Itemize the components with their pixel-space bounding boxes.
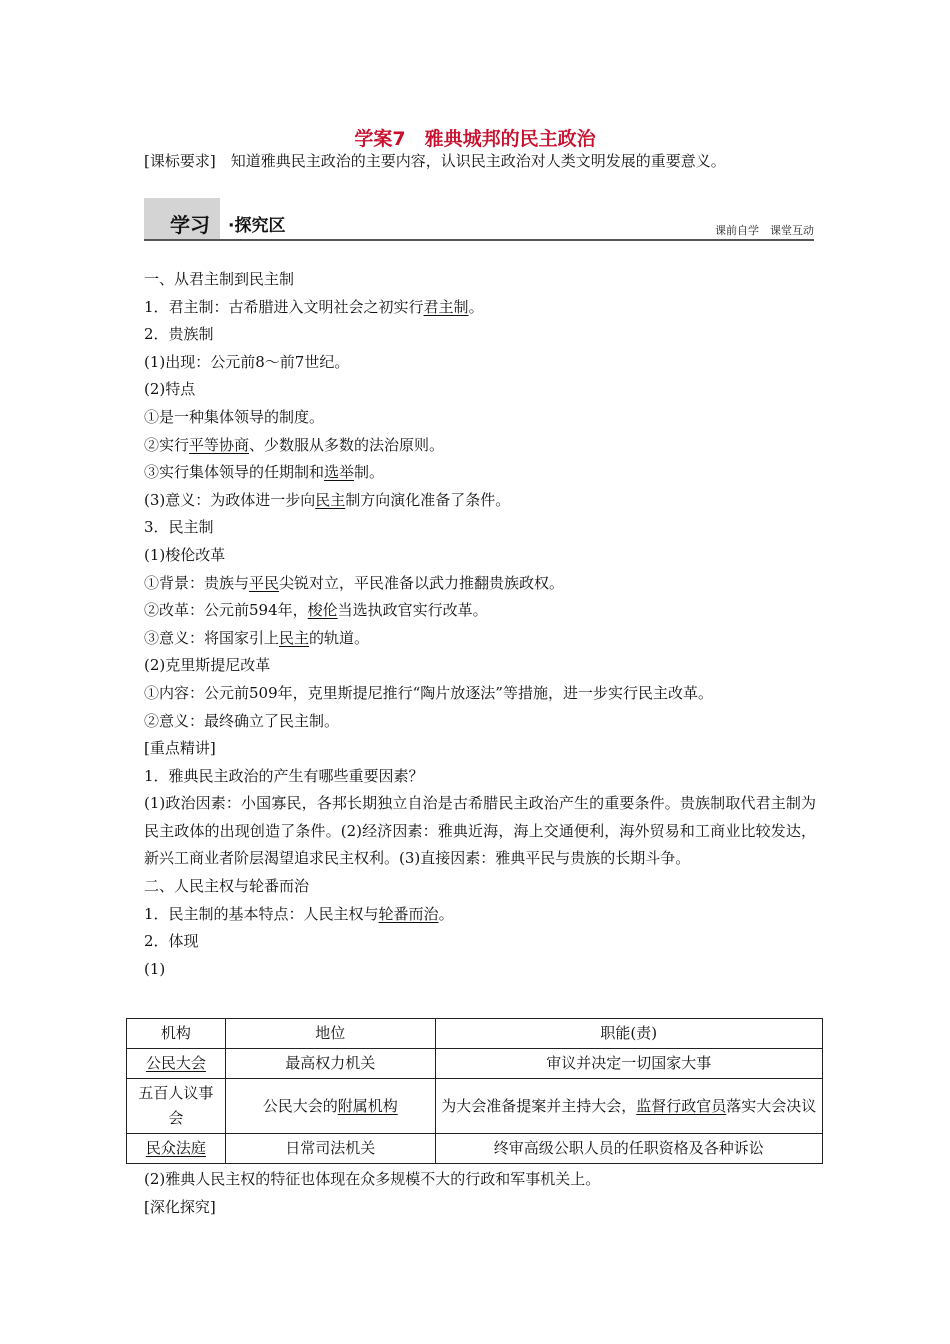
- table-cell: 日常司法机关: [225, 1134, 435, 1164]
- text-line: (2)特点: [144, 380, 196, 399]
- fill-blank-answer: 轮番而治: [378, 904, 439, 923]
- table-cell: 审议并决定一切国家大事: [435, 1049, 822, 1079]
- table-row: [127, 1079, 823, 1134]
- text-line: [深化探究]: [144, 1197, 216, 1216]
- main-content: [144, 266, 816, 983]
- fill-blank-answer: 选举: [324, 463, 355, 482]
- table-cell: 终审高级公职人员的任职资格及各种诉讼: [435, 1134, 822, 1164]
- text-line: 1．君主制：古希腊进入文明社会之初实行君主制。: [144, 297, 484, 316]
- text-line: ②改革：公元前594年，梭伦当选执政官实行改革。: [144, 601, 488, 620]
- fill-blank-answer: 君主制: [423, 297, 469, 316]
- table-cell: 五百人议事会: [127, 1079, 226, 1134]
- text-line: 1．民主制的基本特点：人民主权与轮番而治。: [144, 904, 454, 923]
- fill-blank-answer: 民主: [279, 628, 310, 647]
- table-cell: 为大会准备提案并主持大会，监督行政官员落实大会决议: [435, 1079, 822, 1134]
- text-line: ①背景：贵族与平民尖锐对立，平民准备以武力推翻贵族政权。: [144, 573, 565, 592]
- banner-rule: [144, 239, 814, 241]
- banner-right-label: 课前自学 课堂互动: [715, 224, 814, 237]
- text-line: ②实行平等协商、少数服从多数的法治原则。: [144, 435, 445, 454]
- table-header: 机构: [127, 1019, 226, 1049]
- text-line: ③实行集体领导的任期制和选举制。: [144, 463, 385, 482]
- post-table-content: [144, 1166, 600, 1221]
- table-cell: 最高权力机关: [225, 1049, 435, 1079]
- section-heading: 一、从君主制到民主制: [144, 270, 295, 288]
- fill-blank-answer: 平等协商: [189, 435, 250, 454]
- fill-blank-answer: 平民: [249, 573, 280, 592]
- text-line: (1)出现：公元前8～前7世纪。: [144, 352, 350, 371]
- text-line: 2．体现: [144, 932, 199, 951]
- text-line: ③意义：将国家引上民主的轨道。: [144, 628, 370, 647]
- institutions-table: [126, 1018, 823, 1164]
- text-line: ②意义：最终确立了民主制。: [144, 711, 340, 730]
- table-row: [127, 1134, 823, 1164]
- text-line: ①是一种集体领导的制度。: [144, 407, 325, 426]
- section-banner: [144, 198, 814, 242]
- table-header: 职能(责): [435, 1019, 822, 1049]
- text-paragraph: (1)政治因素：小国寡民，各邦长期独立自治是古希腊民主政治产生的重要条件。贵族制取代君主制为民主政体的出现创造了条件。(2)经济因素：雅典近海，海上交通便利，海外贸易和工商业比较发达，新兴工商业者阶层渴望追求民主权利。(3)直接因素：雅典平民与贵族的长期斗争。: [144, 794, 816, 868]
- section-heading: 二、人民主权与轮番而治: [144, 877, 310, 896]
- text-line: 3．民主制: [144, 518, 214, 537]
- text-line: (3)意义：为政体进一步向民主制方向演化准备了条件。: [144, 490, 511, 509]
- text-line: (2)克里斯提尼改革: [144, 656, 271, 675]
- text-line: (2)雅典人民主权的特征也体现在众多规模不大的行政和军事机关上。: [144, 1170, 601, 1188]
- table-cell: 公民大会的附属机构: [225, 1079, 435, 1134]
- table-cell: 公民大会: [127, 1049, 226, 1079]
- text-line: [重点精讲]: [144, 739, 216, 758]
- banner-sub-label: ·探究区: [228, 216, 286, 236]
- text-line: (1): [144, 959, 166, 978]
- text-line: ①内容：公元前509年，克里斯提尼推行“陶片放逐法”等措施，进一步实行民主改革。: [144, 683, 713, 702]
- banner-main-label: 学习: [170, 213, 210, 237]
- text-line: 2．贵族制: [144, 325, 214, 344]
- table-header-row: [127, 1019, 823, 1049]
- table-cell: 民众法庭: [127, 1134, 226, 1164]
- text-line: (1)梭伦改革: [144, 545, 226, 564]
- curriculum-requirement: [课标要求] 知道雅典民主政治的主要内容，认识民主政治对人类文明发展的重要意义。: [144, 152, 726, 170]
- table-row: [127, 1049, 823, 1079]
- page-title: 学案7 雅典城邦的民主政治: [354, 128, 596, 150]
- text-line: 1．雅典民主政治的产生有哪些重要因素？: [144, 766, 424, 785]
- fill-blank-answer: 民主: [315, 490, 346, 509]
- table-header: 地位: [225, 1019, 435, 1049]
- fill-blank-answer: 梭伦: [307, 601, 338, 620]
